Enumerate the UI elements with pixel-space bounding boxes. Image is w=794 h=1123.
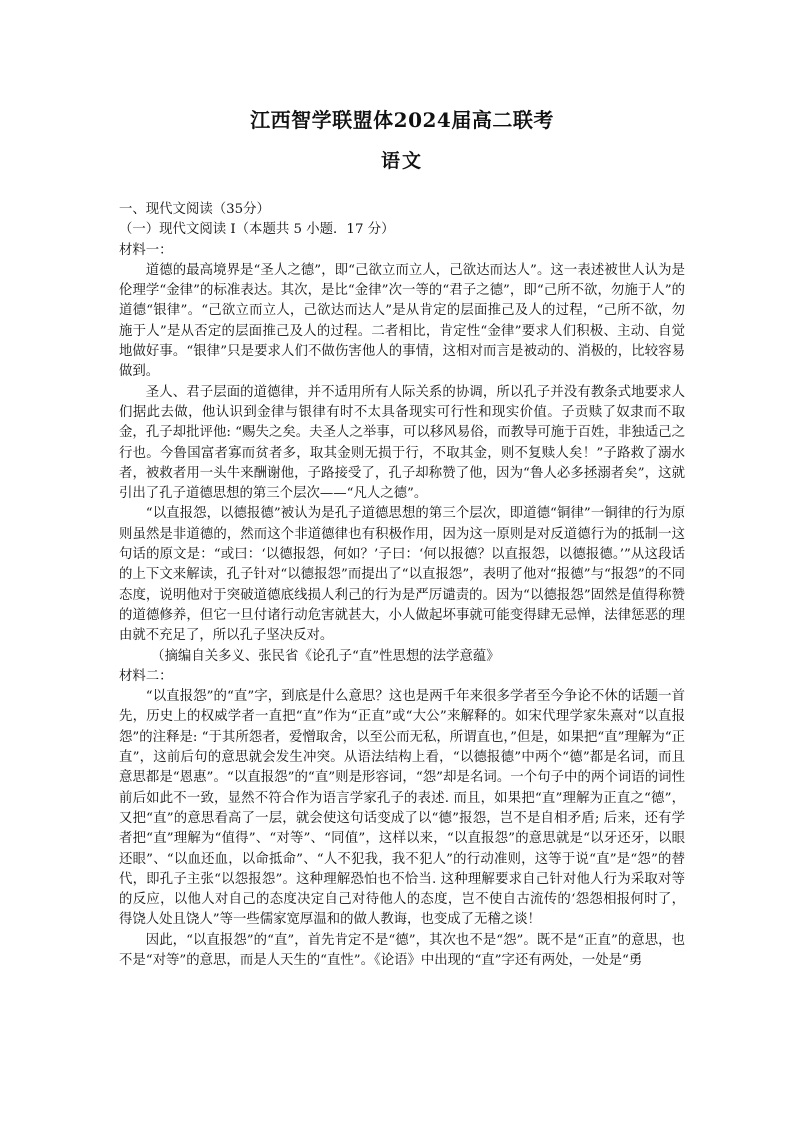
section-subheading: （一）现代文阅读 I（本题共 5 小题．17 分） bbox=[119, 222, 395, 238]
section-heading: 一、现代文阅读（35分） bbox=[119, 202, 270, 217]
subject-title: 语文 bbox=[380, 150, 423, 172]
material-one-source: （摘编自关多义、张民省《论孔子“直”性思想的法学意蕴》 bbox=[151, 648, 500, 664]
material-one-paragraph: “以直报怨，以德报德”被认为是孔子道德思想的第三个层次，即道德“铜律”一铜律的行为原则虽然是非道德的，然而这个非道德律也有积极作用，因为这一原则是对反道德行为的抵制一这句话的原文是：“或曰：‘以德报怨，何如？’子曰：‘何以报德？以直报怨，以德报德。’”从这段话的上下文来解读，孔子针对“以德报怨”而提出了“以直报怨”，表明了他对“报德”与“报怨”的不同态度，说明他对于突破道德底线损人利己的行为是严厉谴责的。因为“以德报怨”固然是值得称赞的道德修养，但它一旦付诸行动危害就甚大，小人做起坏事就可能变得肆无忌惮，法律惩恶的理由就不充足了，所以孔子坚决反对。 bbox=[119, 506, 685, 644]
material-two-paragraph: 因此，“以直报怨”的“直”，首先肯定不是“德”，其次也不是“怨”。既不是“正直”的意思，也不是“对等”的意思，而是人天生的“直性”。《论语》中出现的“直”字还有两处，一处是“勇 bbox=[119, 932, 685, 968]
exam-title: 江西智学联盟体2024届高二联考 bbox=[250, 108, 554, 132]
material-two-paragraph: “以直报怨”的“直”字，到底是什么意思？这也是两千年来很多学者至今争论不休的话题一首先，历史上的权威学者一直把“直”作为“正直”或“大公”来解释的。如宋代理学家朱熹对“以直报怨”的注释是: “于其所怨者，爱憎取舍，以至公而无私，所谓直也，”但是，如果把“直”理解为“正直”，这前后句的意思就会发生冲突。从语法结构上看，“以德报德”中两个“德”都是名词，而且意思都是“恩惠”。“以直报怨”的“直”则是形容词，“怨”却是名词。一个句子中的两个词语的词性前后如此不一致，显然不符合作为语言学家孔子的表述. 而且，如果把“直”理解为正直之“德”，又把“直”的意思看高了一层，就会使这句话变成了以“德”报怨，岂不是自相矛盾; 后来，还有学者把“直”理解为“值得”、“对等”、“同值”，这样以来，“以直报怨”的意思就是“以牙还牙，以眼还眼”、“以血还血，以命抵命”、“人不犯我，我不犯人”的行动准则，这等于说“直”是“怨”的替代，即孔子主张“以怨报怨”。这种理解恐怕也不恰当. 这种理解要求自己针对他人行为采取对等的反应，以他人对自己的态度决定自己对待他人的态度，岂不使自古流传的‘怨怨相报何时了，得饶人处且饶人”等一些儒家宽厚温和的做人教诲，也变成了无稽之谈！ bbox=[119, 689, 685, 928]
material-one-paragraph: 道德的最高境界是“圣人之德”，即“己欲立而立人，己欲达而达人”。这一表述被世人认为是伦理学“金律”的标准表达。其次，是比“金律”次一等的“君子之德”，即“己所不欲，勿施于人”的道德“银律”。“己欲立而立人，己欲达而达人”是从肯定的层面推己及人的过程，“己所不欲，勿施于人”是从否定的层面推己及人的过程。二者相比，肯定性“金律”要求人们积极、主动、自觉地做好事。“银律”只是要求人们不做伤害他人的事情，这相对而言是被动的、消极的，比较容易做到。 bbox=[119, 262, 685, 380]
material-one-paragraph: 圣人、君子层面的道德律，并不适用所有人际关系的协调，所以孔子并没有教条式地要求人们据此去做，他认识到金律与银律有时不太具备现实可行性和现实价值。子贡赎了奴隶而不取金，孔子却批评他: “赐失之矣。夫圣人之举事，可以移风易俗，而教导可施于百姓，非独适己之行也。今鲁国富者寡而贫者多，取其金则无损于行，不取其金，则不复赎人矣！”子路救了溺水者，被救者用一头牛来酬谢他，子路接受了，孔子却称赞了他，因为“鲁人必多拯溺者矣”，这就引出了孔子道德思想的第三个层次——“凡人之德”。 bbox=[119, 384, 685, 502]
material-one-label: 材料一： bbox=[119, 242, 173, 258]
material-two-label: 材料二： bbox=[119, 668, 173, 684]
exam-body bbox=[119, 200, 685, 971]
